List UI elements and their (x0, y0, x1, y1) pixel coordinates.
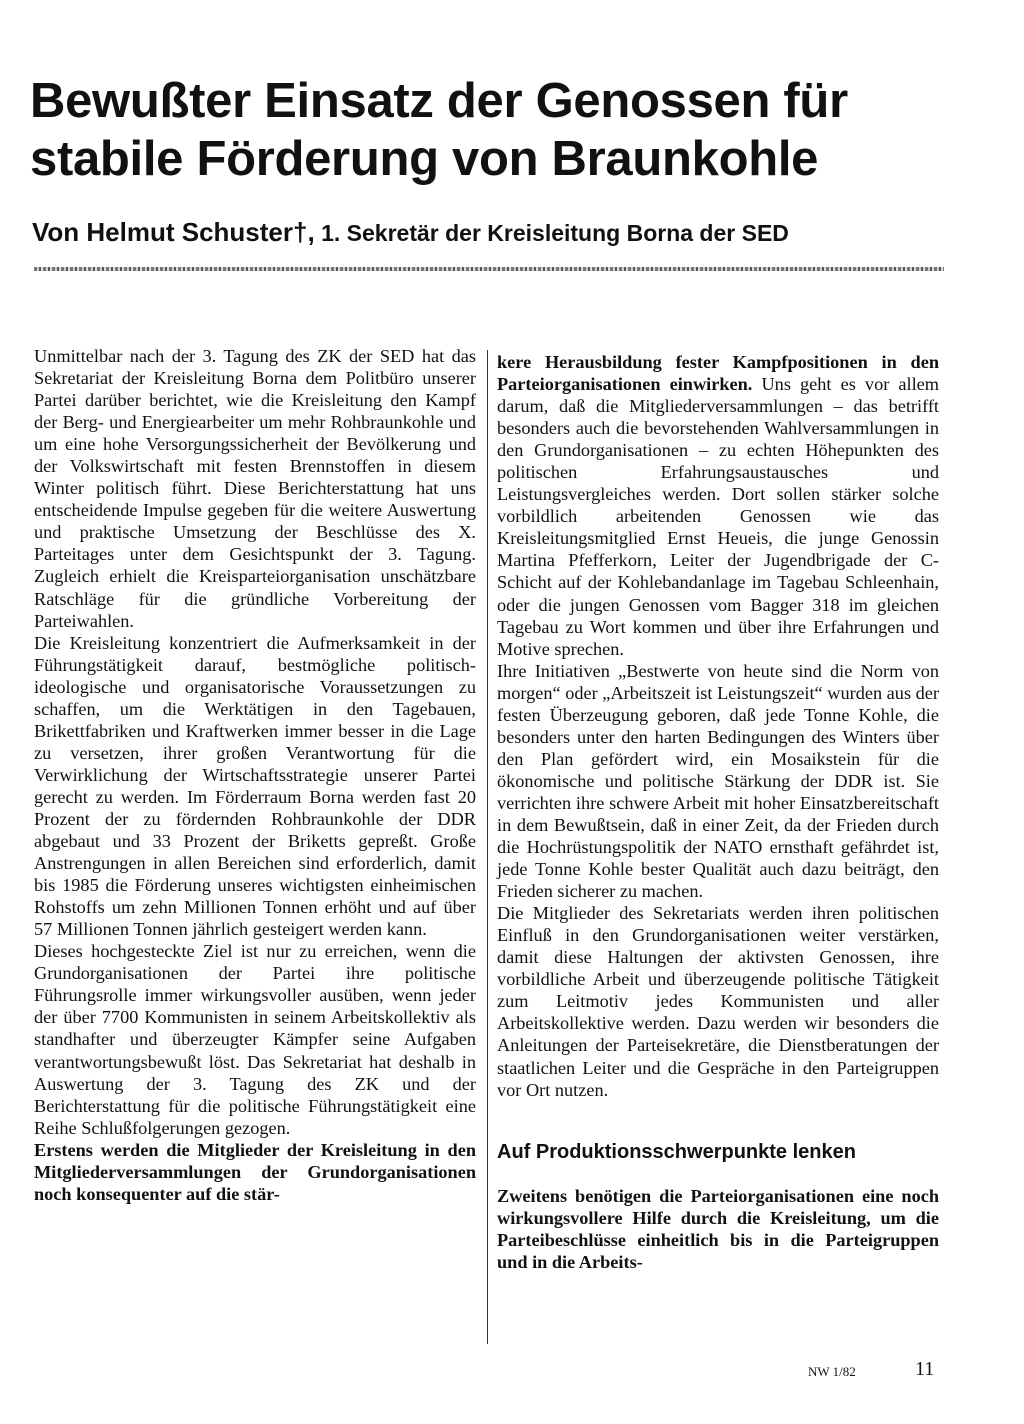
magazine-issue: NW 1/82 (808, 1364, 856, 1379)
right-column (497, 351, 939, 1273)
paragraph: Die Kreisleitung konzentriert die Aufmerksamkeit in der Führungstätigkeit darauf, bestmögliche politisch-ideologische und organisatorische Voraussetzungen zu schaffen, um die Werktätigen in den Tagebauen, Brikettfabriken und Kraftwerken immer besser in die Lage zu versetzen, ihrer großen Verantwortung für die Verwirklichung der Wirtschaftsstrategie unserer Partei gerecht zu werden. Im Förderraum Borna werden fast 20 Prozent der zu fördernden Rohbraunkohle der DDR abgebaut und 33 Prozent der Briketts gepreßt. Große Anstrengungen in allen Bereichen sind erforderlich, damit bis 1985 die Förderung unseres wichtigsten einheimischen Rohstoffs um zehn Millionen Tonnen erhöht und auf über 57 Millionen Tonnen jährlich gesteigert werden kann. (34, 632, 476, 940)
paragraph: Die Mitglieder des Sekretariats werden ihren politischen Einfluß in den Grundorganisationen weiter verstärken, damit diese Haltungen der aktivsten Genossen, ihre vorbildliche Arbeit und überzeugende politische Tätigkeit zum Leitmotiv jedes Kommunisten und aller Arbeitskollektive werden. Dazu werden wir besonders die Anleitungen der Parteisekretäre, die Dienstberatungen der staatlichen Leiter und die Gespräche in den Parteigruppen vor Ort nutzen. (497, 903, 939, 1100)
paragraph (497, 351, 939, 660)
paragraph: Ihre Initiativen „Bestwerte von heute sind die Norm von morgen“ oder „Arbeitszeit ist Leistungszeit“ wurden aus der festen Überzeugung geboren, daß jede Tonne Kohle, die besonders unter den harten Bedingungen des Winters über den Plan gefördert wird, ein Mosaikstein für die ökonomische und politische Stärkung der DDR ist. Sie verrichten ihre schwere Arbeit mit hoher Einsatzbereitschaft in dem Bewußtsein, daß in einer Zeit, da der Frieden durch die Hochrüstungspolitik der NATO ernsthaft gefährdet ist, jede Tonne Kohle bester Qualität auch dazu beiträgt, den Frieden sicherer zu machen. (497, 660, 939, 902)
paragraph-bold: Erstens werden die Mitglieder der Kreisleitung in den Mitgliederversammlungen der Grundorganisationen noch konsequenter auf die stär- (34, 1139, 476, 1204)
paragraph: Unmittelbar nach der 3. Tagung des ZK der SED hat das Sekretariat der Kreisleitung Borna dem Politbüro unserer Partei darüber berichtet, wie die Kreisleitung den Kampf der Berg- und Energiearbeiter um mehr Rohbraunkohle und um eine hohe Versorgungssicherheit der Bevölkerung und der Volkswirtschaft mit festen Brennstoffen in diesem Winter politisch führt. Diese Berichterstattung hat uns entscheidende Impulse gegeben für die weitere Auswertung und praktische Umsetzung der Beschlüsse des X. Parteitages unter dem Gesichtspunkt der 3. Tagung. Zugleich erhielt die Kreisparteiorganisation unschätzbare Ratschläge für die gründliche Vorbereitung der Parteiwahlen. (34, 346, 476, 631)
section-subheading: Auf Produktionsschwerpunkte lenken (497, 1140, 856, 1163)
paragraph-bold: Zweitens benötigen die Parteiorganisationen eine noch wirkungsvollere Hilfe durch die Kreisleitung, um die Parteibeschlüsse einheitlich bis in die Parteigruppen und in die Arbeits- (497, 1185, 939, 1272)
paragraph-continuation: Uns geht es vor allem darum, daß die Mitgliederversammlungen – das betrifft besonders auch die bevorstehenden Wahlversammlungen in den Grundorganisationen – zu echten Höhepunkten des politischen Erfahrungsaustausches und Leistungsvergleiches werden. Dort sollen stärker solche vorbildlich arbeitenden Genossen wie das Kreisleitungsmitglied Ernst Heueis, die junge Genossin Martina Pfefferkorn, Leiter der Jugendbrigade der C-Schicht auf der Kohlebandanlage im Tagebau Schleenhain, oder die jungen Genossen vom Bagger 318 im gleichen Tagebau zu Wort kommen und über ihre Erfahrungen und Motive sprechen. (497, 374, 940, 659)
byline-author: Von Helmut Schuster†, (32, 217, 315, 247)
title-divider-rule (34, 267, 944, 271)
byline-role: 1. Sekretär der Kreisleitung Borna der SED (321, 220, 789, 246)
article-title: Bewußter Einsatz der Genossen für stabile Förderung von Braunkohle (30, 74, 848, 186)
paragraph: Dieses hochgesteckte Ziel ist nur zu erreichen, wenn die Grundorganisationen der Partei ihre politische Führungsrolle immer wirkungsvoller ausüben, wenn jeder der über 7700 Kommunisten in seinem Arbeitskollektiv als standhafter und überzeugter Kämpfer seine Aufgaben verantwortungsbewußt löst. Das Sekretariat hat deshalb in Auswertung der 3. Tagung des ZK und der Berichterstattung für die politische Führungstätigkeit eine Reihe Schlußfolgerungen gezogen. (34, 941, 476, 1138)
paragraph-bold-lead: kere Herausbildung fester Kampfpositionen in den Parteiorganisationen einwirken. (497, 352, 939, 395)
page-number: 11 (915, 1358, 935, 1380)
left-column (34, 345, 476, 1205)
byline (32, 218, 992, 247)
column-divider (487, 350, 488, 1344)
